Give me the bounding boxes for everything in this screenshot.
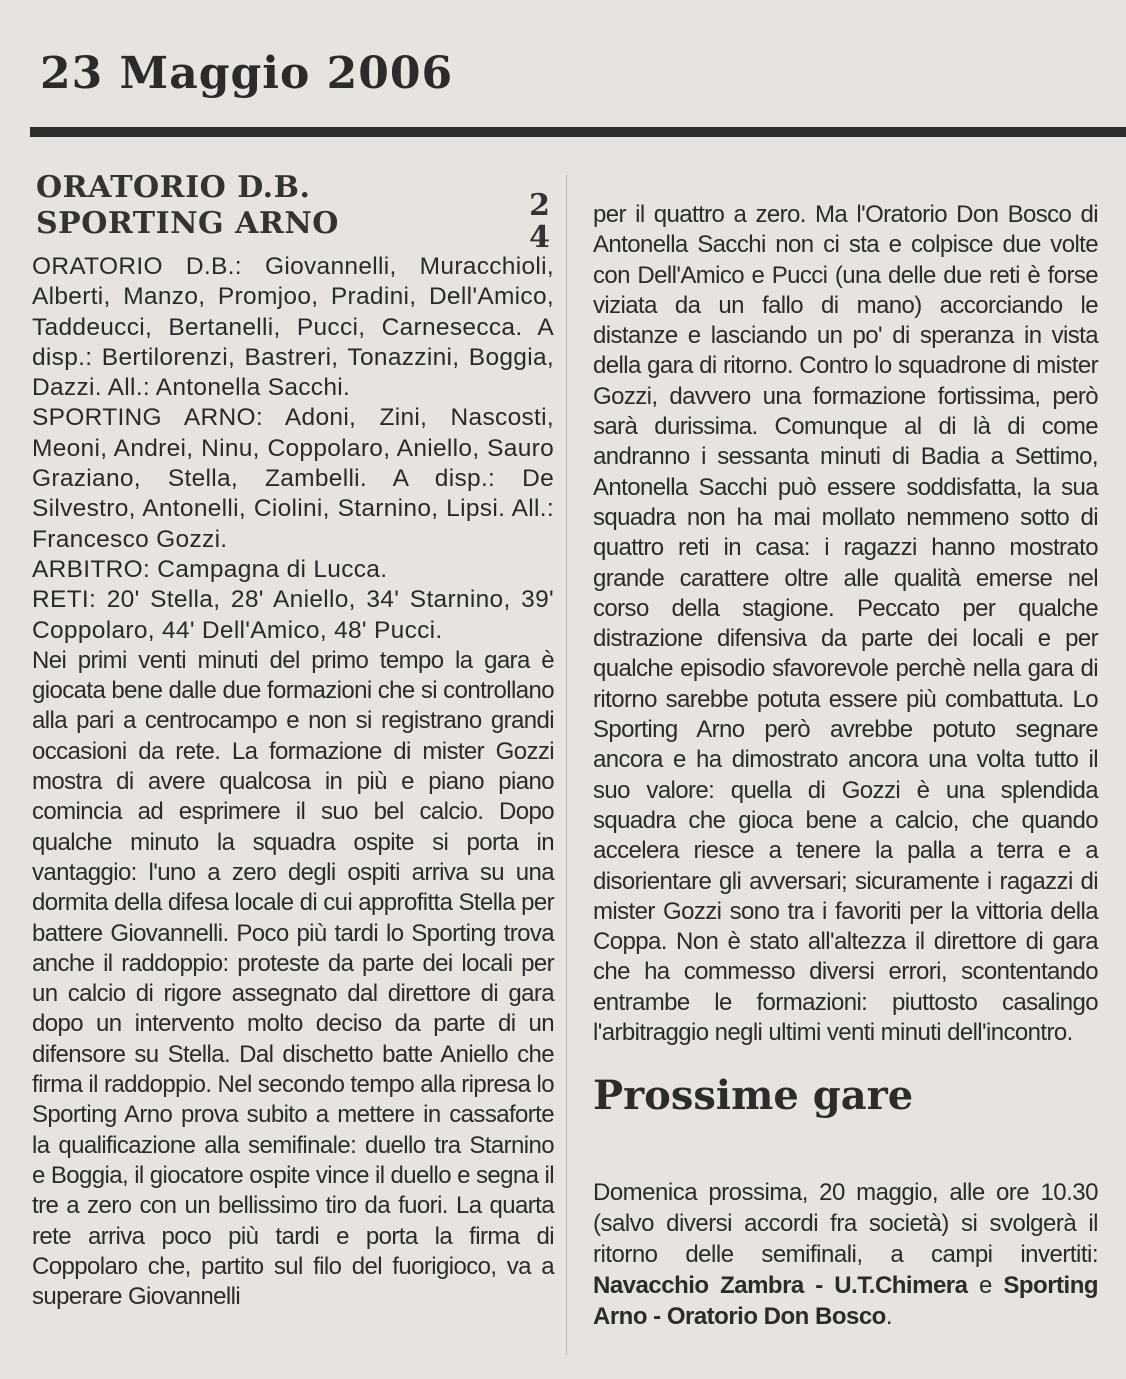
next-games-intro: Domenica prossima, 20 maggio, alle ore 10.30 (salvo diversi accordi fra società) si svolgerà il ritorno delle semifinali, a campi invertiti: bbox=[593, 1179, 1098, 1269]
away-team-name: SPORTING ARNO bbox=[36, 206, 339, 241]
next-games-heading: Prossime gare bbox=[593, 1072, 914, 1120]
left-column bbox=[32, 170, 554, 1312]
goals-line: RETI: 20' Stella, 28' Aniello, 34' Starnino, 39' Coppolaro, 44' Dell'Amico, 48' Pucci. bbox=[32, 586, 554, 644]
article-left-text: Nei primi venti minuti del primo tempo la gara è giocata bene dalle due formazioni che si controllano alla pari a centrocampo e non si registrano grandi occasioni da rete. La formazione di mister Gozzi mostra di avere qualcosa in più e piano piano comincia ad esprimere il suo bel calcio. Dopo qualche minuto la squadra ospite si porta in vantaggio: l'uno a zero degli ospiti arriva su una dormita della difesa locale di cui approfitta Stella per battere Giovannelli. Poco più tardi lo Sporting trova anche il raddoppio: proteste da parte dei locali per un calcio di rigore assegnato dal direttore di gara dopo un intervento molto deciso da parte di un difensore su Stella. Dal dischetto batte Aniello che firma il raddoppio. Nel secondo tempo alla ripresa lo Sporting Arno prova subito a mettere in cassaforte la qualificazione alla semifinale: duello tra Starnino e Boggia, il giocatore ospite vince il duello e segna il tre a zero con un bellissimo tiro da fuori. La quarta rete arriva poco più tardi e porta la firma di Coppolaro che, partito sul filo del fuorigioco, va a superare Giovannelli bbox=[32, 646, 554, 1311]
next-game-2: Sporting Arno - Oratorio Don Bosco bbox=[593, 1272, 1099, 1331]
home-lineup: ORATORIO D.B.: Giovannelli, Muracchioli, Alberti, Manzo, Promjoo, Pradini, Dell'Amico, Taddeucci, Bertanelli, Pucci, Carnesecca. A disp.: Bertilorenzi, Bastreri, Tonazzini, Boggia, Dazzi. All.: Antonella Sacchi. bbox=[32, 253, 554, 402]
page-date: 23 Maggio 2006 bbox=[40, 48, 454, 99]
away-lineup: SPORTING ARNO: Adoni, Zini, Nascosti, Meoni, Andrei, Ninu, Coppolaro, Aniello, Sauro Graziano, Stella, Zambelli. A disp.: De Silvestro, Antonelli, Ciolini, Starnino, Lipsi. All.: Francesco Gozzi. bbox=[32, 404, 554, 553]
away-team-goals: 4 bbox=[529, 220, 550, 255]
next-games-end: . bbox=[885, 1303, 893, 1331]
referee-line: ARBITRO: Campagna di Lucca. bbox=[32, 555, 388, 583]
article-right-text: per il quattro a zero. Ma l'Oratorio Don Bosco di Antonella Sacchi non ci sta e colpisce due volte con Dell'Amico e Pucci (una delle due reti è forse viziata da un fallo di mano) accorciando le distanze e lasciando un po' di speranza in vista della gara di ritorno. Contro lo squadrone di mister Gozzi, davvero una formazione fortissima, però sarà durissima. Comunque al di là di come andranno i sessanta minuti di Badia a Settimo, Antonella Sacchi può essere soddisfatta, la sua squadra non ha mai mollato nemmeno sotto di quattro reti in casa: i ragazzi hanno mostrato grande carattere oltre alle qualità emerse nel corso della stagione. Peccato per qualche distrazione difensiva da parte dei locali e per qualche episodio sfavorevole perchè nella gara di ritorno sarebbe potuta essere più combattuta. Lo Sporting Arno però avrebbe potuto segnare ancora e ha dimostrato ancora una volta tutto il suo valore: quella di Gozzi è una splendida squadra che gioca bene a calcio, che quando accelera riesce a tenere la palla a terra e a disorientare gli avversari; sicuramente i ragazzi di mister Gozzi sono tra i favoriti per la vittoria della Coppa. Non è stato all'altezza il direttore di gara che ha commesso diversi errori, scontentando entrambe le formazioni: piuttosto casalingo l'arbitraggio negli ultimi venti minuti dell'incontro. bbox=[593, 201, 1098, 1047]
home-team-name: ORATORIO D.B. bbox=[36, 170, 311, 205]
next-games-conj: e bbox=[967, 1272, 1004, 1300]
score-row-away bbox=[32, 206, 554, 255]
column-divider bbox=[566, 175, 567, 1355]
header-rule bbox=[30, 127, 1126, 137]
home-team-goals: 2 bbox=[529, 188, 550, 223]
right-column bbox=[593, 200, 1098, 1332]
next-game-1: Navacchio Zambra - U.T.Chimera bbox=[593, 1272, 968, 1300]
next-games-text bbox=[593, 1177, 1098, 1332]
